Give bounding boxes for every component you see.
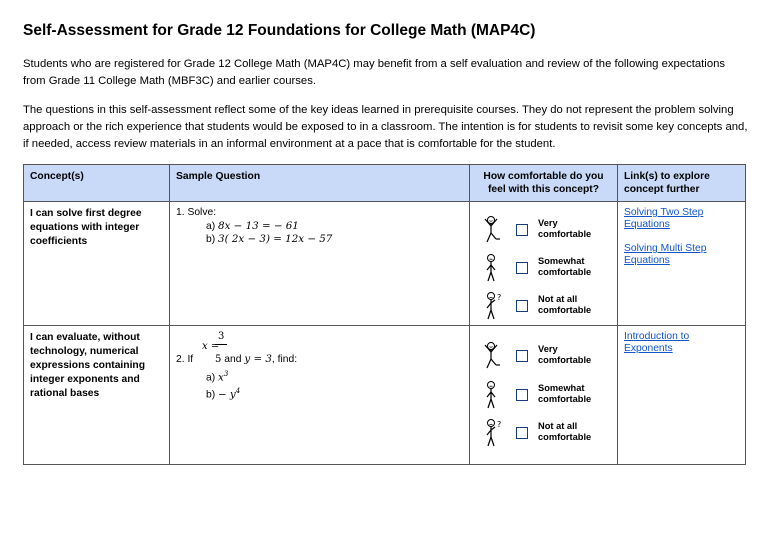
comfort-cell <box>470 202 618 326</box>
happy-stick-figure-icon <box>482 341 510 371</box>
checkbox[interactable] <box>516 350 528 362</box>
comfort-choices <box>476 331 611 459</box>
question-part-b: $b) - y^4$ <box>206 387 241 401</box>
happy-stick-figure-icon <box>482 215 510 245</box>
concept-cell: I can evaluate, without technology, numerical expressions containing integer exponents and rational bases <box>24 326 170 465</box>
question-intro: 1. Solve: <box>176 207 217 218</box>
link-solving-multi-step-equations[interactable]: Solving Multi Step Equations <box>624 243 707 266</box>
checkbox[interactable] <box>516 427 528 439</box>
fraction-bar <box>215 344 227 345</box>
header-concept: Concept(s) <box>24 165 170 202</box>
fraction-numerator: 3 <box>218 331 225 342</box>
links-cell <box>618 202 746 326</box>
fraction-denominator: 5 <box>215 354 222 365</box>
sample-question-cell <box>170 326 470 465</box>
links-cell <box>618 326 746 465</box>
neutral-stick-figure-icon <box>482 380 510 410</box>
concept-cell: I can solve first degree equations with integer coefficients <box>24 202 170 326</box>
equation-a: 8x − 13 = − 61 <box>218 220 299 232</box>
y-value: y = 3 <box>244 353 272 365</box>
question-stem: x = 3 <box>176 331 463 357</box>
choice-not-comfortable[interactable]: Not at all comfortable <box>482 418 602 448</box>
question-part-a: a) $x^3$ <box>206 370 229 384</box>
question-part-a: a) 8x − 13 = − 61 <box>206 220 299 232</box>
page-title: Self-Assessment for Grade 12 Foundations for College Math (MAP4C) <box>23 22 536 39</box>
table-row <box>24 326 746 465</box>
confused-stick-figure-icon <box>482 291 510 321</box>
assessment-table <box>23 164 746 465</box>
header-comfort: How comfortable do you feel with this concept? <box>470 165 618 202</box>
intro-paragraph-1: Students who are registered for Grade 12 College Math (MAP4C) may benefit from a self evaluation and review of the following expectations from Grade 11 College Math (MBF3C) and earlier courses. <box>23 58 726 87</box>
choice-very-comfortable[interactable]: Very comfortable <box>482 341 602 371</box>
equation-b: 3( 2x − 3) = 12x − 57 <box>218 233 333 245</box>
question-line: 2. If 5 and y = 3, find: <box>176 353 298 365</box>
link-solving-two-step-equations[interactable]: Solving Two Step Equations <box>624 207 704 230</box>
sample-question-cell <box>170 202 470 326</box>
table-row <box>24 202 746 326</box>
comfort-cell <box>470 326 618 465</box>
header-sample-question: Sample Question <box>170 165 470 202</box>
confused-stick-figure-icon <box>482 418 510 448</box>
checkbox[interactable] <box>516 300 528 312</box>
checkbox[interactable] <box>516 224 528 236</box>
choice-very-comfortable[interactable]: Very comfortable <box>482 215 602 245</box>
choice-not-comfortable[interactable]: Not at all comfortable <box>482 291 602 321</box>
link-introduction-to-exponents[interactable]: Introduction to Exponents <box>624 331 690 354</box>
neutral-stick-figure-icon <box>482 253 510 283</box>
question-part-b: b) 3( 2x − 3) = 12x − 57 <box>206 233 333 245</box>
choice-somewhat-comfortable[interactable]: Somewhat comfortable <box>482 253 602 283</box>
intro-paragraph-2: The questions in this self-assessment reflect some of the key ideas learned in prerequisite courses. They do not represent the problem solving approach or the rich experience that students would be exposed to in a classroom. The intention is for students to revisit some key concepts and, if needed, access review materials in an informal environment at a pace that is comfortable for the student. <box>23 104 748 150</box>
comfort-choices <box>476 207 611 320</box>
checkbox[interactable] <box>516 389 528 401</box>
header-links: Link(s) to explore concept further <box>618 165 746 202</box>
checkbox[interactable] <box>516 262 528 274</box>
choice-somewhat-comfortable[interactable]: Somewhat comfortable <box>482 380 602 410</box>
table-header-row <box>24 165 746 202</box>
